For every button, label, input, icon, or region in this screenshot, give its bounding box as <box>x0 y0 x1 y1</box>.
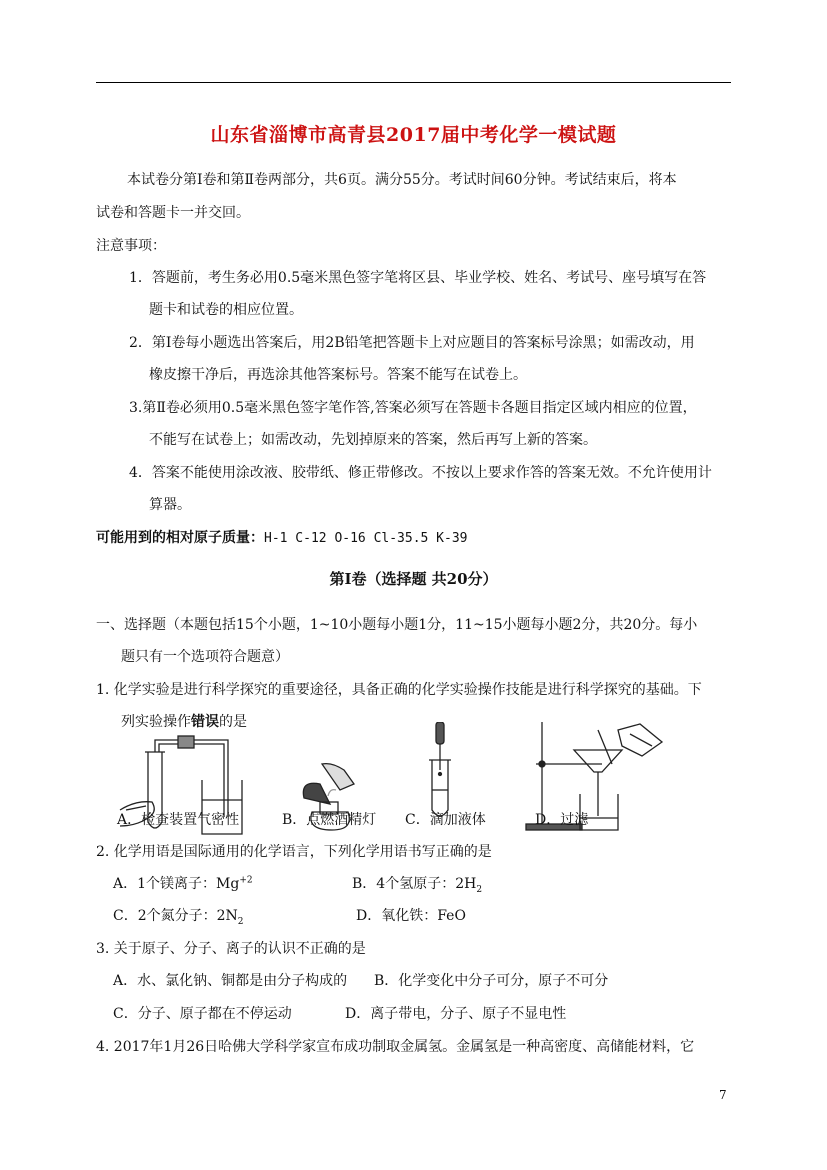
note-4-line-1: 4．答案不能使用涂改液、胶带纸、修正带修改。不按以上要求作答的答案无效。不允许使用计 <box>129 465 712 481</box>
q2-option-b-sub: 2 <box>476 884 483 895</box>
note-2-line-2: 橡皮擦干净后，再选涂其他答案标号。答案不能写在试卷上。 <box>149 367 527 383</box>
q3-option-d: D．离子带电，分子、原子不显电性 <box>345 1006 567 1022</box>
header-rule <box>96 82 731 83</box>
intro-line-2: 试卷和答题卡一并交回。 <box>96 205 250 221</box>
q2-option-c-text: C．2个氮分子：2N <box>113 908 238 924</box>
q3-option-c: C．分子、原子都在不停运动 <box>113 1006 292 1022</box>
section-1-title: 第Ⅰ卷（选择题 共20分） <box>329 570 498 588</box>
q1-stem-line-1: 1. 化学实验是进行科学探究的重要途径，具备正确的化学实验操作技能是进行科学探究的基础。下 <box>96 682 702 698</box>
part-1-line-1: 一、选择题（本题包括15个小题，1~10小题每小题1分，11~15小题每小题2分，共20分。每小 <box>96 617 698 633</box>
q2-option-c-sub: 2 <box>237 916 244 927</box>
q4-stem-line-1: 4. 2017年1月26日哈佛大学科学家宣布成功制取金属氢。金属氢是一种高密度、高储能材料，它 <box>96 1039 695 1055</box>
q3-option-b: B．化学变化中分子可分，原子不可分 <box>374 973 609 989</box>
note-4-line-2: 算器。 <box>149 497 191 513</box>
intro-line-1: 本试卷分第Ⅰ卷和第Ⅱ卷两部分，共6页。满分55分。考试时间60分钟。考试结束后，将本 <box>127 172 677 188</box>
atomic-mass-line <box>96 528 468 549</box>
q2-option-c <box>113 906 244 926</box>
notes-heading: 注意事项： <box>96 238 166 254</box>
atomic-mass-label: 可能用到的相对原子质量： <box>96 530 264 546</box>
q2-option-a-sup: +2 <box>239 875 253 886</box>
q2-stem: 2. 化学用语是国际通用的化学语言，下列化学用语书写正确的是 <box>96 844 492 860</box>
q1-stem-bold: 错误 <box>191 714 219 730</box>
q2-option-a <box>113 874 253 894</box>
note-1-line-1: 1．答题前，考生务必用0.5毫米黑色签字笔将区县、毕业学校、姓名、考试号、座号填写在答 <box>129 270 707 286</box>
dropper-figure <box>422 722 462 822</box>
q1-option-d: D．过滤 <box>535 812 589 828</box>
q1-option-b: B．点燃酒精灯 <box>282 812 377 828</box>
q2-option-d: D．氧化铁：FeO <box>356 908 466 924</box>
q1-option-a: A．检查装置气密性 <box>117 812 240 828</box>
note-3-line-2: 不能写在试卷上；如需改动，先划掉原来的答案，然后再写上新的答案。 <box>149 432 597 448</box>
q1-stem-post: 的是 <box>219 714 247 730</box>
note-3-line-1: 3.第Ⅱ卷必须用0.5毫米黑色签字笔作答,答案必须写在答题卡各题目指定区域内相应的位置， <box>129 400 697 416</box>
q3-option-a: A．水、氯化钠、铜都是由分子构成的 <box>113 973 348 989</box>
note-1-line-2: 题卡和试卷的相应位置。 <box>149 302 303 318</box>
q3-stem: 3. 关于原子、分子、离子的认识不正确的是 <box>96 941 366 957</box>
page-number: 7 <box>719 1088 727 1102</box>
q1-stem-pre: 列实验操作 <box>121 714 191 730</box>
exam-title: 山东省淄博市高青县2017届中考化学一模试题 <box>210 124 617 146</box>
q2-option-a-text: A．1个镁离子：Mg <box>113 876 240 892</box>
part-1-line-2: 题只有一个选项符合题意） <box>121 649 289 665</box>
atomic-mass-values: H-1 C-12 O-16 Cl-35.5 K-39 <box>264 531 468 546</box>
note-2-line-1: 2．第Ⅰ卷每小题选出答案后，用2B铅笔把答题卡上对应题目的答案标号涂黑；如需改动，用 <box>129 335 695 351</box>
q1-option-c: C．滴加液体 <box>405 812 486 828</box>
q2-option-b <box>352 874 482 894</box>
q2-option-b-text: B．4个氢原子：2H <box>352 876 477 892</box>
